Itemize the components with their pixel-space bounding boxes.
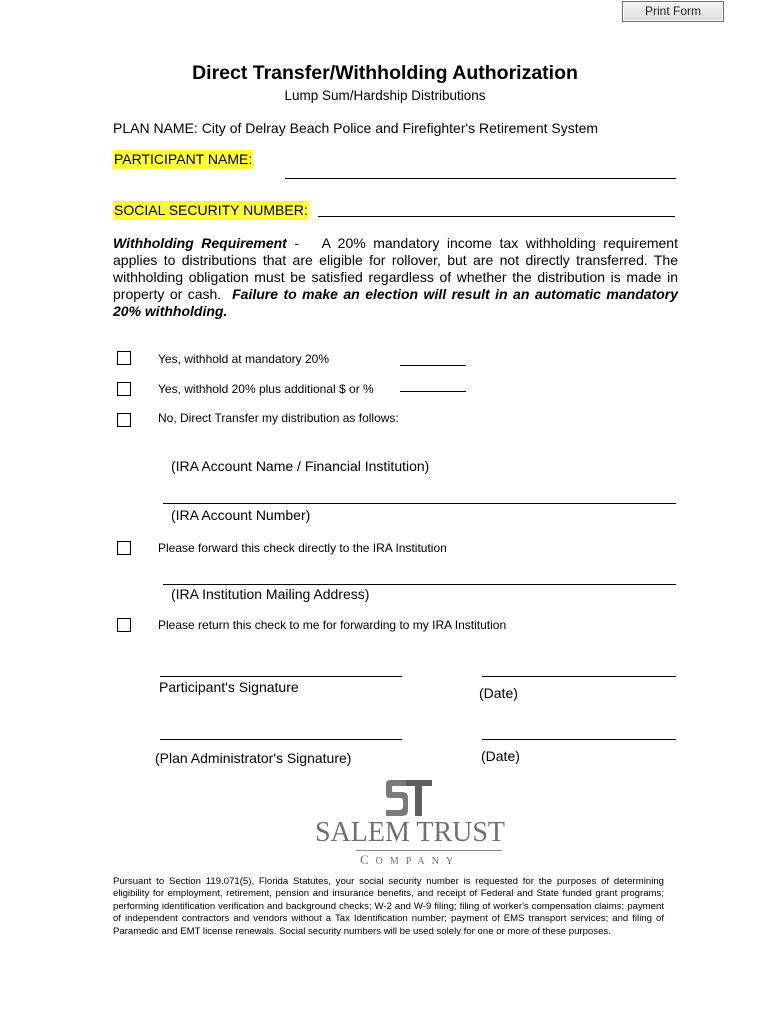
participant-date-field[interactable] <box>482 676 676 677</box>
mandatory-20-label: Yes, withhold at mandatory 20% <box>158 352 329 366</box>
form-title: Direct Transfer/Withholding Authorization <box>192 62 578 84</box>
additional-withhold-label: Yes, withhold 20% plus additional $ or % <box>158 382 374 396</box>
withholding-paragraph <box>113 235 678 320</box>
participant-name-label: PARTICIPANT NAME: <box>114 151 253 167</box>
mandatory-20-checkbox[interactable] <box>117 351 131 365</box>
forward-check-checkbox[interactable] <box>117 541 131 555</box>
participant-signature-label: Participant's Signature <box>159 679 299 695</box>
participant-date-label: (Date) <box>479 685 518 701</box>
forward-check-label: Please forward this check directly to the IRA Institution <box>158 541 447 555</box>
withholding-lead: Withholding Requirement <box>113 235 287 251</box>
participant-name-field[interactable] <box>285 178 676 179</box>
ira-account-number-field[interactable] <box>163 584 676 585</box>
administrator-signature-label: (Plan Administrator's Signature) <box>155 750 352 766</box>
salem-trust-logo-name: SALEM TRUST <box>314 817 506 848</box>
ssn-label-wrap <box>113 202 309 220</box>
additional-withhold-checkbox[interactable] <box>117 382 131 396</box>
plan-name: PLAN NAME: City of Delray Beach Police and Firefighter's Retirement System <box>113 120 599 136</box>
ira-account-number-label: (IRA Account Number) <box>171 507 311 523</box>
withholding-dash: - <box>286 235 307 251</box>
administrator-date-label: (Date) <box>481 748 520 764</box>
withholding-emphasis: Failure to make an election will result in an automatic mandatory 20% withholding. <box>113 286 678 319</box>
return-check-label: Please return this check to me for forwarding to my IRA Institution <box>158 618 507 632</box>
logo-divider <box>356 850 502 851</box>
ira-mailing-address-label: (IRA Institution Mailing Address) <box>171 586 370 602</box>
direct-transfer-label: No, Direct Transfer my distribution as follows: <box>158 411 399 425</box>
participant-name-label-wrap <box>113 151 253 169</box>
print-form-button[interactable]: Print Form <box>622 1 724 22</box>
ira-account-name-label: (IRA Account Name / Financial Institution) <box>171 458 430 474</box>
form-subtitle: Lump Sum/Hardship Distributions <box>284 88 486 103</box>
administrator-date-field[interactable] <box>482 739 676 740</box>
additional-withhold-field[interactable] <box>400 391 466 392</box>
mandatory-20-field[interactable] <box>400 365 466 366</box>
salem-trust-logo-company: COMPANY <box>359 852 461 867</box>
ssn-field[interactable] <box>318 216 675 217</box>
participant-signature-field[interactable] <box>160 676 402 677</box>
administrator-signature-field[interactable] <box>160 739 402 740</box>
ssn-label: SOCIAL SECURITY NUMBER: <box>114 202 308 218</box>
salem-trust-logo-mark <box>384 776 434 820</box>
return-check-checkbox[interactable] <box>117 618 131 632</box>
direct-transfer-checkbox[interactable] <box>117 413 131 427</box>
withholding-body: A 20% mandatory income tax withholding requirement applies to distributions that are eligible for rollover, but are not directly transferred. The withholding obligation must be satisfied regardless of whether the distribution is made in property or cash. <box>113 235 678 302</box>
ssn-disclosure-footer: Pursuant to Section 119.071(5), Florida Statutes, your social security number is requested for the purposes of determining eligibility for employment, retirement, pension and insurance benefits, and receipt of Federal and State funded grant programs; performing identification verification and background checks; W-2 and W-9 filing; filing of worker's compensation claims; payment of independent contractors and vendors without a Tax Identification number; payment of EMS transport services; and filing of Paramedic and EMT license renewals. Social security numbers will be used solely for one or more of these purposes. <box>113 876 664 937</box>
ira-account-name-field[interactable] <box>163 503 676 504</box>
